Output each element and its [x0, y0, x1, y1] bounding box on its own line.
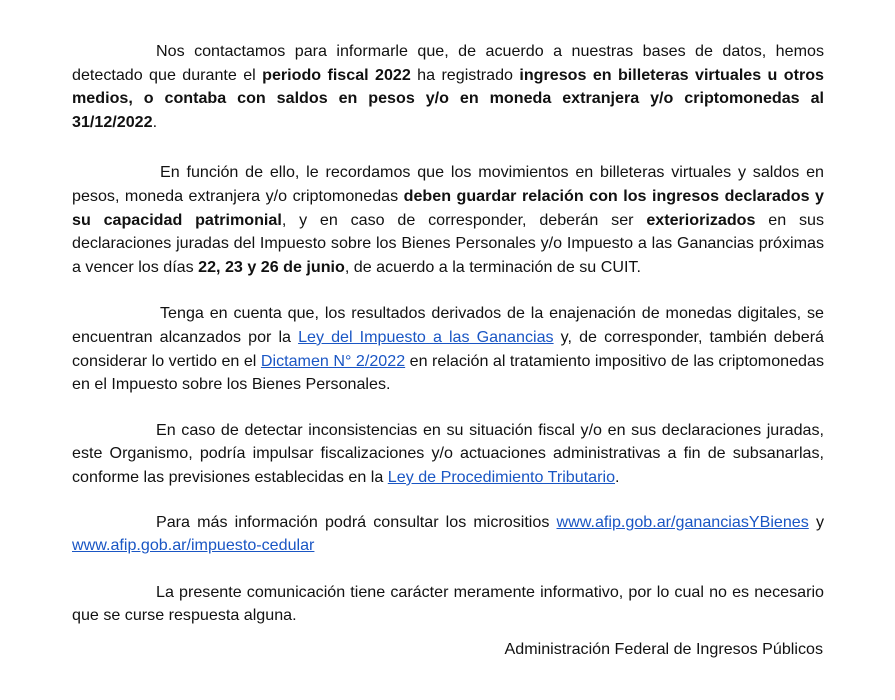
reminder-text-1: En función de ello, le recordamos que los movimientos en billeteras virtuales y saldos en pesos, moneda extranjera y/o criptomonedas [72, 163, 824, 205]
more-info-text-1: Para más información podrá consultar los micrositios [156, 512, 557, 531]
paragraph-more-info [72, 511, 824, 558]
intro-text-2: ha registrado [410, 65, 520, 84]
link-impuesto-cedular[interactable]: www.afip.gob.ar/impuesto-cedular [72, 536, 315, 555]
crypto-text-3: en relación al tratamiento impositivo de las criptomonedas en el Impuesto sobre los Bienes Personales. [72, 351, 824, 394]
crypto-text-2: y, de corresponder, también deberá considerar lo vertido en el [72, 327, 825, 370]
intro-text-3: . [152, 112, 158, 131]
paragraph-reminder [72, 161, 824, 279]
paragraph-inconsistencies [72, 419, 824, 490]
signature: Administración Federal de Ingresos Públicos [504, 640, 823, 658]
paragraph-intro [72, 40, 824, 134]
link-ley-ganancias[interactable]: Ley del Impuesto a las Ganancias [298, 327, 554, 346]
reminder-bold-exteriorized: exteriorizados [646, 210, 756, 229]
paragraph-informative [72, 581, 824, 628]
reminder-text-2: , y en caso de corresponder, deberán ser [281, 210, 647, 229]
letter-body [72, 40, 824, 628]
reminder-text-3: en sus declaraciones juradas del Impuesto sobre los Bienes Personales y/o Impuesto a las Ganancias próximas a vencer los días [72, 210, 824, 276]
reminder-text-4: , de acuerdo a la terminación de su CUIT. [344, 257, 641, 276]
link-ganancias-y-bienes[interactable]: www.afip.gob.ar/gananciasYBienes [556, 512, 809, 531]
inconsistencies-text-1: En caso de detectar inconsistencias en su situación fiscal y/o en sus declaraciones juradas, este Organismo, podría impulsar fiscalizaciones y/o actuaciones administrativas a fin de subsanarlas, conforme las previsiones establecidas en la [72, 420, 824, 486]
inconsistencies-text-2: . [615, 467, 620, 486]
more-info-text-2: y [808, 512, 824, 531]
reminder-bold-dates: 22, 23 y 26 de junio [198, 257, 345, 276]
link-ley-procedimiento[interactable]: Ley de Procedimiento Tributario [387, 467, 616, 486]
paragraph-crypto [72, 302, 824, 396]
intro-bold-income: ingresos en billeteras virtuales u otros medios, o contaba con saldos en pesos y/o en moneda extranjera y/o criptomonedas al 31/12/2022 [72, 65, 824, 131]
link-dictamen[interactable]: Dictamen N° 2/2022 [260, 351, 406, 370]
informative-text: La presente comunicación tiene carácter meramente informativo, por lo cual no es necesario que se curse respuesta alguna. [72, 582, 824, 625]
intro-text-1: Nos contactamos para informarle que, de acuerdo a nuestras bases de datos, hemos detectado que durante el [72, 42, 824, 84]
intro-bold-fiscal-period: periodo fiscal 2022 [262, 65, 411, 84]
crypto-text-1: Tenga en cuenta que, los resultados derivados de la enajenación de monedas digitales, se encuentran alcanzados por la [72, 304, 824, 346]
reminder-bold-relation: deben guardar relación con los ingresos declarados y su capacidad patrimonial [72, 186, 824, 229]
